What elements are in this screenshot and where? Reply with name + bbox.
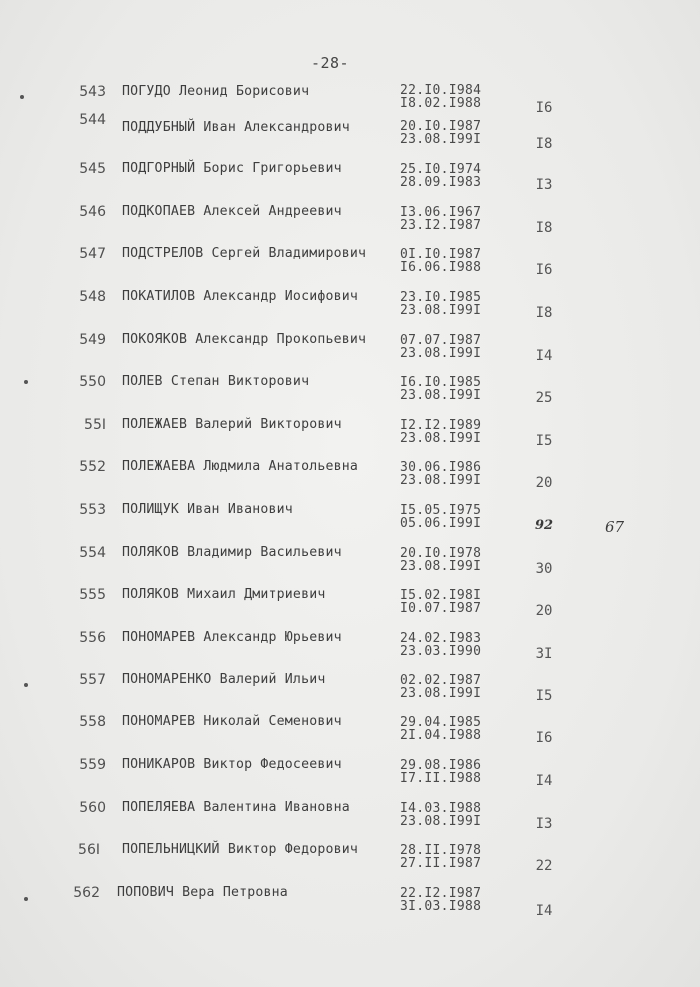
entry-dates [400,504,500,530]
entry-dates [400,163,500,189]
entry-dates [400,887,500,913]
list-item [0,417,700,457]
entry-dates [400,206,500,232]
entry-name: ПОЛЕЖАЕВ Валерий Викторович [122,417,342,432]
entry-number: 545 [79,161,106,177]
date-to: 23.08.I99I [400,559,482,574]
list-item [0,289,700,329]
entry-dates [400,334,500,360]
date-to: 3I.03.I988 [400,899,482,914]
entry-value: I4 [535,348,553,364]
margin-speck [20,95,24,99]
date-to: 23.08.I99I [400,473,482,488]
list-item [0,112,700,152]
date-to: 23.08.I99I [400,303,482,318]
date-to: 05.06.I99I [400,516,482,531]
entry-value: 25 [535,390,553,406]
entry-name: ПОНОМАРЕВ Николай Семенович [122,714,342,729]
entry-name: ПОКОЯКОВ Александр Прокопьевич [122,332,367,347]
list-item [0,204,700,244]
page-number: -28- [310,54,350,72]
entry-name: ПОЛИЩУК Иван Иванович [122,502,293,517]
entry-dates [400,291,500,317]
entry-value: 20 [535,475,553,491]
entry-dates [400,84,500,110]
date-from: 0I.I0.I987 [400,247,482,262]
entry-value: I3 [535,177,553,193]
list-item [0,502,700,542]
entry-number: 549 [79,332,106,348]
date-to: I7.II.I988 [400,771,482,786]
entry-dates [400,589,500,615]
entry-name: ПОЛЯКОВ Михаил Дмитриевич [122,587,326,602]
date-to: 23.03.I990 [400,644,482,659]
list-item [0,885,700,925]
entry-name: ПОПЕЛЯЕВА Валентина Ивановна [122,800,350,815]
list-item [0,714,700,754]
entry-value: 22 [535,858,553,874]
entry-dates [400,120,500,146]
entry-dates [400,674,500,700]
entry-number: 555 [79,587,106,603]
entry-value: I6 [535,100,553,116]
date-to: 23.08.I99I [400,388,482,403]
entry-dates [400,759,500,785]
date-from: 20.I0.I987 [400,119,482,134]
handwritten-margin-note: 67 [605,518,625,536]
entry-number: 562 [73,885,100,901]
entry-name: ПОКАТИЛОВ Александр Иосифович [122,289,359,304]
entry-number: 552 [79,459,106,475]
entry-number: 548 [79,289,106,305]
entry-number: 55I [84,417,106,433]
date-from: I2.I2.I989 [400,418,482,433]
date-from: 07.07.I987 [400,333,482,348]
list-item [0,332,700,372]
entry-name: ПОГУДО Леонид Борисович [122,84,310,99]
entry-value: I4 [535,773,553,789]
entry-name: ПОНИКАРОВ Виктор Федосеевич [122,757,342,772]
entry-value: I8 [535,305,553,321]
entry-name: ПОЛЕВ Степан Викторович [122,374,310,389]
entry-name: ПОЛЯКОВ Владимир Васильевич [122,545,342,560]
entry-value: 3I [535,646,553,662]
date-from: 24.02.I983 [400,631,482,646]
list-item [0,374,700,414]
entry-dates [400,248,500,274]
entry-number: 546 [79,204,106,220]
entry-number: 544 [79,112,106,128]
margin-speck [24,897,28,901]
entry-number: 560 [79,800,106,816]
list-item [0,246,700,286]
date-to: 23.08.I99I [400,431,482,446]
date-from: 22.I0.I984 [400,83,482,98]
entry-value: I5 [535,433,553,449]
entry-value: 30 [535,561,553,577]
entry-value: I6 [535,730,553,746]
date-from: 23.I0.I985 [400,290,482,305]
date-from: 25.I0.I974 [400,162,482,177]
date-from: I3.06.I967 [400,205,482,220]
entry-value: I6 [535,262,553,278]
list-item [0,161,700,201]
date-from: 28.II.I978 [400,843,482,858]
date-from: 02.02.I987 [400,673,482,688]
date-from: 22.I2.I987 [400,886,482,901]
date-from: I6.I0.I985 [400,375,482,390]
entry-number: 553 [79,502,106,518]
entry-dates [400,632,500,658]
date-to: 23.08.I99I [400,132,482,147]
entry-name: ПОДКОПАЕВ Алексей Андреевич [122,204,342,219]
entry-dates [400,419,500,445]
entry-name: ПОПЕЛЬНИЦКИЙ Виктор Федорович [122,842,359,857]
date-to: 23.08.I99I [400,346,482,361]
date-from: 29.04.I985 [400,715,482,730]
entry-name: ПОДСТРЕЛОВ Сергей Владимирович [122,246,367,261]
entry-dates [400,547,500,573]
date-to: I8.02.I988 [400,96,482,111]
entry-value: I3 [535,816,553,832]
entry-name: ПОНОМАРЕВ Александр Юрьевич [122,630,342,645]
entry-value: 20 [535,603,553,619]
entry-name: ПОДГОРНЫЙ Борис Григорьевич [122,161,342,176]
list-item [0,459,700,499]
entry-number: 550 [79,374,106,390]
date-to: I0.07.I987 [400,601,482,616]
entry-name: ПОНОМАРЕНКО Валерий Ильич [122,672,326,687]
date-from: 20.I0.I978 [400,546,482,561]
date-to: 23.08.I99I [400,814,482,829]
list-item [0,587,700,627]
entry-value: I4 [535,903,553,919]
entry-dates [400,376,500,402]
entry-dates [400,844,500,870]
date-to: I6.06.I988 [400,260,482,275]
list-item [0,800,700,840]
list-item [0,757,700,797]
entry-name: ПОЛЕЖАЕВА Людмила Анатольевна [122,459,359,474]
date-to: 28.09.I983 [400,175,482,190]
date-to: 27.II.I987 [400,856,482,871]
margin-speck [24,683,28,687]
date-from: I5.05.I975 [400,503,482,518]
date-from: I4.03.I988 [400,801,482,816]
entry-number: 554 [79,545,106,561]
entry-value: I8 [535,220,553,236]
list-item [0,630,700,670]
date-to: 23.I2.I987 [400,218,482,233]
entry-value: 92 [534,518,554,533]
entry-value: I5 [535,688,553,704]
entry-dates [400,461,500,487]
entry-number: 543 [79,84,106,100]
list-item [0,672,700,712]
date-from: 30.06.I986 [400,460,482,475]
entry-number: 556 [79,630,106,646]
date-to: 23.08.I99I [400,686,482,701]
entry-number: 547 [79,246,106,262]
margin-speck [24,380,28,384]
entry-number: 558 [79,714,106,730]
date-to: 2I.04.I988 [400,728,482,743]
entry-dates [400,716,500,742]
date-from: I5.02.I98I [400,588,482,603]
entry-value: I8 [535,136,553,152]
entry-name: ПОПОВИЧ Вера Петровна [117,885,288,900]
entry-dates [400,802,500,828]
date-from: 29.08.I986 [400,758,482,773]
list-item [0,842,700,882]
entry-number: 56I [78,842,100,858]
entry-number: 557 [79,672,106,688]
list-item [0,545,700,585]
entry-number: 559 [79,757,106,773]
entry-name: ПОДДУБНЫЙ Иван Александрович [122,120,350,135]
